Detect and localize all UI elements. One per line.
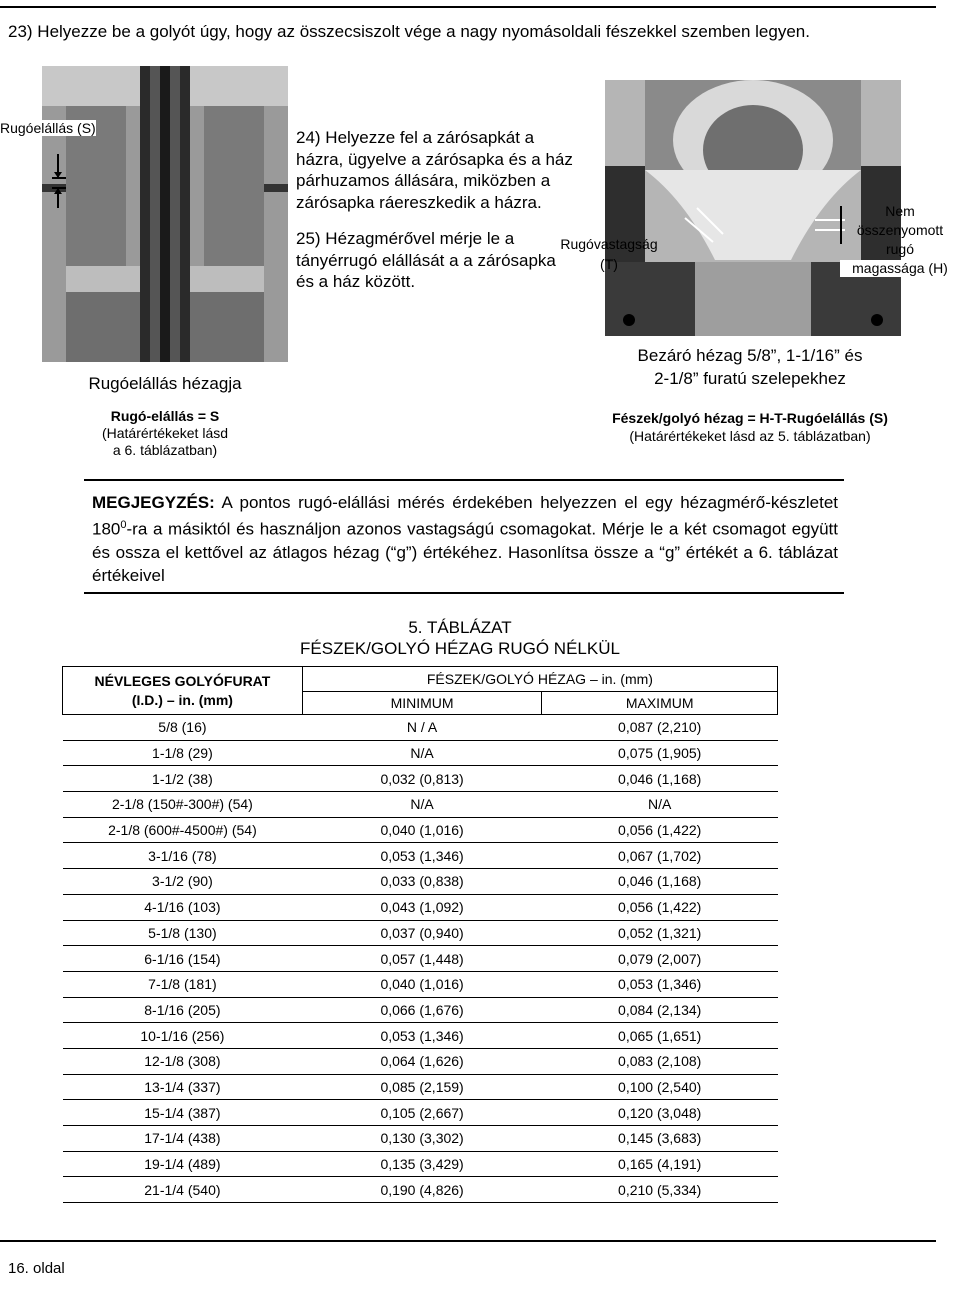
table-row bbox=[63, 1100, 778, 1126]
cell-bore: 8-1/16 (205) bbox=[63, 997, 303, 1023]
label-spring-thickness-1: Rugóvastagság bbox=[560, 236, 658, 252]
col1-header-line2: (I.D.) – in. (mm) bbox=[131, 691, 233, 708]
cell-min: 0,105 (2,667) bbox=[302, 1100, 542, 1126]
group-header: FÉSZEK/GOLYÓ HÉZAG – in. (mm) bbox=[302, 667, 777, 692]
cell-min: 0,135 (3,429) bbox=[302, 1151, 542, 1177]
table-row bbox=[63, 792, 778, 818]
table-row bbox=[63, 1126, 778, 1152]
table-row bbox=[63, 1177, 778, 1203]
valve-cross-section-left bbox=[42, 66, 288, 362]
cell-bore: 3-1/2 (90) bbox=[63, 869, 303, 895]
cell-min: 0,040 (1,016) bbox=[302, 817, 542, 843]
step-23-text: 23) Helyezze be a golyót úgy, hogy az összecsiszolt vége a nagy nyomásoldali fészekkel szemben legyen. bbox=[8, 22, 810, 41]
col1-header-line1: NÉVLEGES GOLYÓFURAT bbox=[94, 672, 271, 689]
table-row bbox=[63, 1048, 778, 1074]
cell-bore: 7-1/8 (181) bbox=[63, 971, 303, 997]
cell-bore: 3-1/16 (78) bbox=[63, 843, 303, 869]
cell-max: 0,056 (1,422) bbox=[542, 817, 778, 843]
cell-min: 0,130 (3,302) bbox=[302, 1126, 542, 1152]
label-free-height-4: magassága (H) bbox=[840, 260, 960, 277]
cell-min: 0,053 (1,346) bbox=[302, 843, 542, 869]
cell-bore: 1-1/8 (29) bbox=[63, 740, 303, 766]
label-spring-thickness-2: (T) bbox=[600, 256, 618, 272]
note-label: MEGJEGYZÉS: bbox=[92, 493, 215, 512]
left-formula: Rugó-elállás = S bbox=[110, 408, 220, 424]
cell-max: 0,053 (1,346) bbox=[542, 971, 778, 997]
bottom-rule bbox=[0, 1240, 936, 1242]
note-text-a: A pontos rugó-elállási mérés érdekében helyezzen el egy hézagmérő-készletet 180 bbox=[92, 493, 838, 539]
table-row bbox=[63, 971, 778, 997]
step-24-text: 24) Helyezze fel a zárósapkát a házra, ügyelve a zárósapka és a ház párhuzamos állására, miközben a zárósapka ráereszkedik a házra. bbox=[296, 128, 573, 212]
cell-min: 0,033 (0,838) bbox=[302, 869, 542, 895]
note-bottom-rule bbox=[84, 592, 844, 594]
cell-min: 0,190 (4,826) bbox=[302, 1177, 542, 1203]
steps-text bbox=[296, 127, 576, 308]
cell-bore: 10-1/16 (256) bbox=[63, 1023, 303, 1049]
cell-min: 0,040 (1,016) bbox=[302, 971, 542, 997]
table-row bbox=[63, 894, 778, 920]
label-free-height-1: Nem bbox=[885, 203, 915, 219]
cell-max: 0,079 (2,007) bbox=[542, 946, 778, 972]
cell-max: 0,100 (2,540) bbox=[542, 1074, 778, 1100]
right-figure-caption-1: Bezáró hézag 5/8”, 1-1/16” és bbox=[637, 346, 863, 365]
max-header: MAXIMUM bbox=[542, 692, 778, 715]
cell-max: 0,084 (2,134) bbox=[542, 997, 778, 1023]
label-spring-overlap: Rugóelállás (S) bbox=[0, 120, 96, 136]
cell-max: 0,046 (1,168) bbox=[542, 766, 778, 792]
cell-max: 0,087 (2,210) bbox=[542, 715, 778, 741]
cell-bore: 17-1/4 (438) bbox=[63, 1126, 303, 1152]
cell-bore: 6-1/16 (154) bbox=[63, 946, 303, 972]
cell-max: 0,120 (3,048) bbox=[542, 1100, 778, 1126]
top-rule bbox=[0, 6, 936, 8]
cell-bore: 2-1/8 (150#-300#) (54) bbox=[63, 792, 303, 818]
cell-min: 0,057 (1,448) bbox=[302, 946, 542, 972]
left-ref-line2: a 6. táblázatban) bbox=[112, 442, 218, 458]
col1-header bbox=[63, 667, 303, 715]
cell-max: 0,052 (1,321) bbox=[542, 920, 778, 946]
cell-bore: 13-1/4 (337) bbox=[63, 1074, 303, 1100]
cell-min: 0,053 (1,346) bbox=[302, 1023, 542, 1049]
left-figure-caption: Rugóelállás hézagja bbox=[88, 374, 242, 393]
cell-bore: 5-1/8 (130) bbox=[63, 920, 303, 946]
cell-min: N / A bbox=[302, 715, 542, 741]
cell-min: N/A bbox=[302, 792, 542, 818]
right-formula: Fészek/golyó hézag = H-T-Rugóelállás (S) bbox=[612, 410, 888, 426]
cell-max: 0,067 (1,702) bbox=[542, 843, 778, 869]
cell-bore: 1-1/2 (38) bbox=[63, 766, 303, 792]
cell-max: 0,145 (3,683) bbox=[542, 1126, 778, 1152]
left-ref-line1: (Határértékeket lásd bbox=[101, 425, 229, 441]
cell-bore: 21-1/4 (540) bbox=[63, 1177, 303, 1203]
table-row bbox=[63, 740, 778, 766]
clearance-table bbox=[62, 666, 778, 1203]
min-header: MINIMUM bbox=[302, 692, 542, 715]
table-row bbox=[63, 997, 778, 1023]
label-free-height-2: összenyomott bbox=[856, 222, 944, 238]
cell-min: N/A bbox=[302, 740, 542, 766]
cell-max: 0,065 (1,651) bbox=[542, 1023, 778, 1049]
note-text-b: -ra a másiktól és használjon azonos vastagságú csomagokat. Mérje le a két csomagot együtt és ossza el kettővel az átlagos hézag (“g”) értékéhez. Hasonlítsa össze a “g” értékét a 6. táblázat értékeivel bbox=[92, 519, 838, 585]
cell-min: 0,037 (0,940) bbox=[302, 920, 542, 946]
table-row bbox=[63, 869, 778, 895]
table-title-2: FÉSZEK/GOLYÓ HÉZAG RUGÓ NÉLKÜL bbox=[300, 639, 620, 658]
table-title-1: 5. TÁBLÁZAT bbox=[408, 618, 512, 637]
table-row bbox=[63, 817, 778, 843]
cell-max: 0,075 (1,905) bbox=[542, 740, 778, 766]
table-row bbox=[63, 715, 778, 741]
table-row bbox=[63, 1023, 778, 1049]
cell-min: 0,066 (1,676) bbox=[302, 997, 542, 1023]
cell-bore: 5/8 (16) bbox=[63, 715, 303, 741]
table-row bbox=[63, 1074, 778, 1100]
spring-overlap-figure bbox=[42, 66, 288, 362]
cell-min: 0,032 (0,813) bbox=[302, 766, 542, 792]
table-body bbox=[63, 715, 778, 1203]
right-ref: (Határértékeket lásd az 5. táblázatban) bbox=[629, 428, 871, 444]
cell-bore: 15-1/4 (387) bbox=[63, 1100, 303, 1126]
cell-bore: 2-1/8 (600#-4500#) (54) bbox=[63, 817, 303, 843]
note-top-rule bbox=[84, 479, 844, 481]
cell-bore: 4-1/16 (103) bbox=[63, 894, 303, 920]
table-row bbox=[63, 1151, 778, 1177]
cell-max: N/A bbox=[542, 792, 778, 818]
note-degree-sup: 0 bbox=[120, 519, 127, 531]
cell-min: 0,064 (1,626) bbox=[302, 1048, 542, 1074]
right-figure-caption-2: 2-1/8” furatú szelepekhez bbox=[654, 369, 846, 388]
label-free-height-3: rugó bbox=[885, 241, 915, 257]
table-row bbox=[63, 766, 778, 792]
cell-bore: 12-1/8 (308) bbox=[63, 1048, 303, 1074]
cell-max: 0,210 (5,334) bbox=[542, 1177, 778, 1203]
step-25-text: 25) Hézagmérővel mérje le a tányérrugó elállását a a zárósapka és a ház között. bbox=[296, 229, 556, 291]
cell-max: 0,083 (2,108) bbox=[542, 1048, 778, 1074]
table-row bbox=[63, 946, 778, 972]
cell-max: 0,165 (4,191) bbox=[542, 1151, 778, 1177]
cell-max: 0,046 (1,168) bbox=[542, 869, 778, 895]
note-block bbox=[92, 491, 838, 587]
cell-min: 0,043 (1,092) bbox=[302, 894, 542, 920]
cell-max: 0,056 (1,422) bbox=[542, 894, 778, 920]
cell-bore: 19-1/4 (489) bbox=[63, 1151, 303, 1177]
cell-min: 0,085 (2,159) bbox=[302, 1074, 542, 1100]
table-row bbox=[63, 843, 778, 869]
page-number: 16. oldal bbox=[8, 1260, 65, 1277]
table-row bbox=[63, 920, 778, 946]
